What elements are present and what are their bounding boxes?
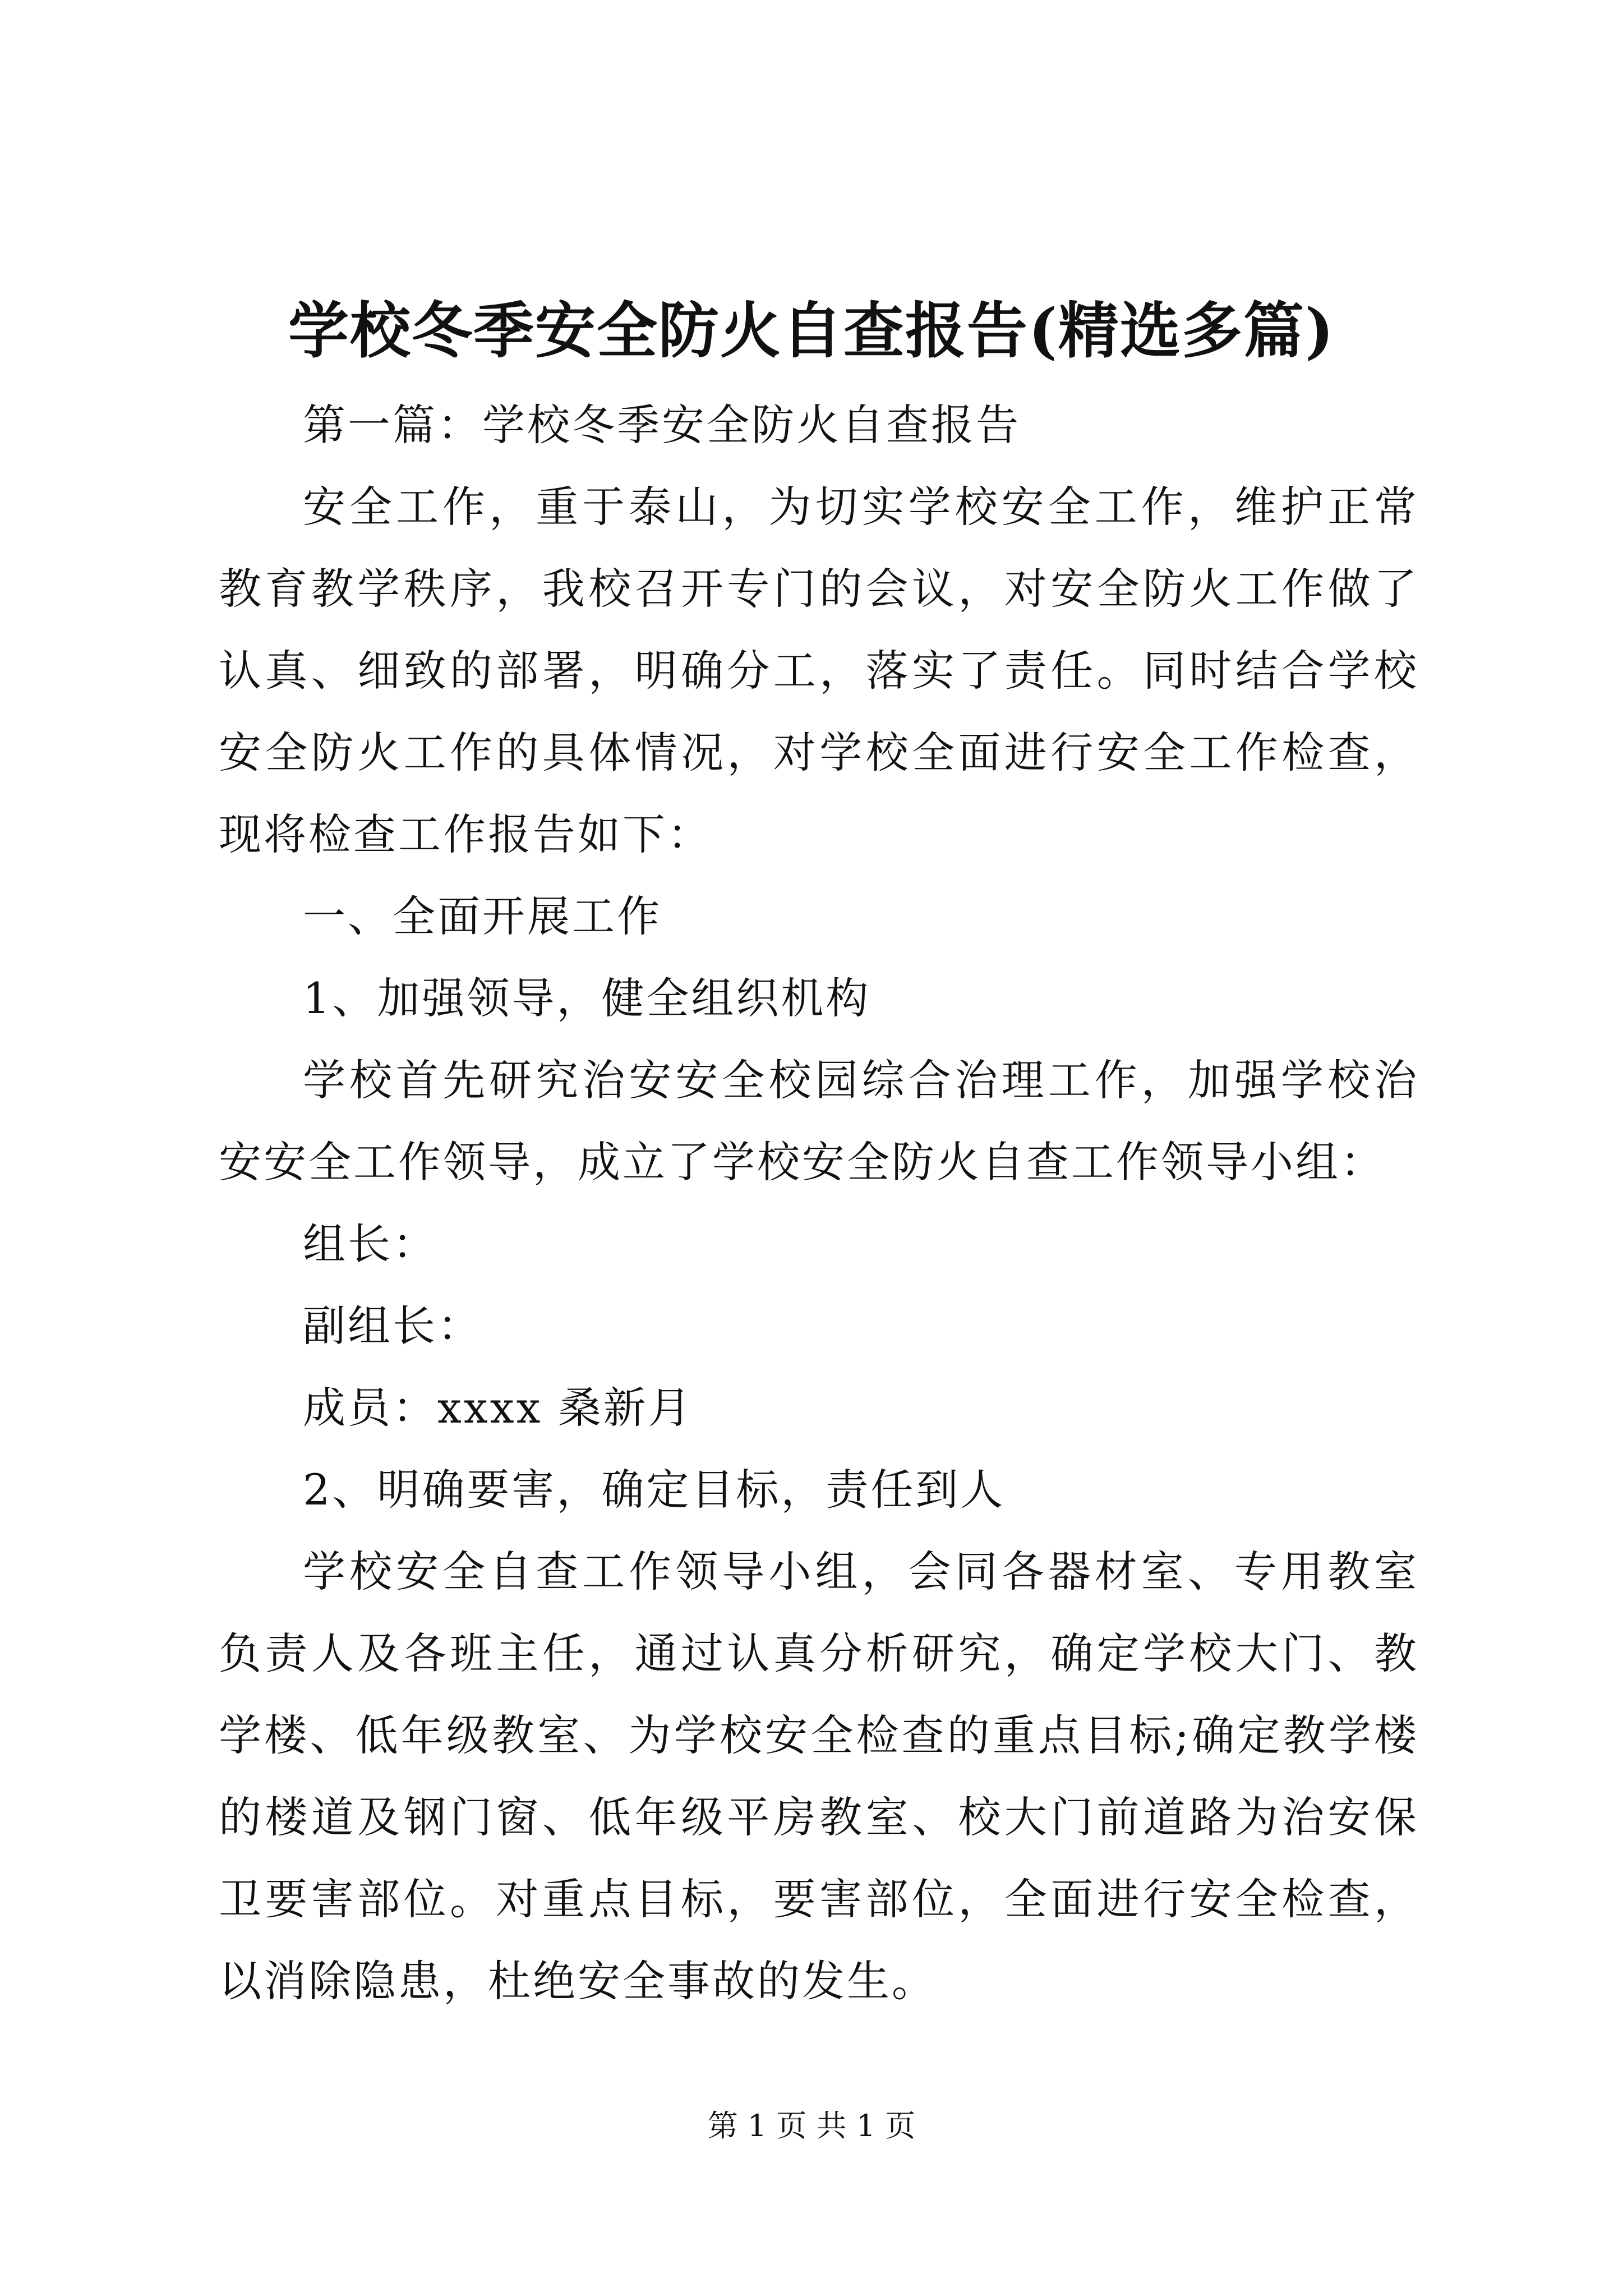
leadership-paragraph: 学校首先研究治安安全校园综合治理工作，加强学校治安安全工作领导，成立了学校安全防火自查工作领导小组： <box>219 1055 1419 1187</box>
section-heading-1: 第一篇：学校冬季安全防火自查报告 <box>303 400 1021 450</box>
targets-paragraph: 学校安全自查工作领导小组，会同各器材室、专用教室负责人及各班主任，通过认真分析研究，确定学校大门、教学楼、低年级教室、为学校安全检查的重点目标;确定教学楼的楼道及钢门窗、低年级平房教室、校大门前道路为治安保卫要害部位。对重点目标，要害部位，全面进行安全检查，以消除隐患，杜绝安全事故的发生。 <box>219 1547 1419 2006</box>
members-line: 成员：xxxx 桑新月 <box>303 1383 693 1433</box>
subheading-leadership: 1、加强领导，健全组织机构 <box>303 973 871 1023</box>
document-title: 学校冬季安全防火自查报告(精选多篇) <box>288 296 1335 366</box>
group-leader-line: 组长： <box>303 1219 437 1269</box>
heading-overall-work: 一、全面开展工作 <box>303 891 662 941</box>
document-body <box>219 384 1419 2022</box>
subheading-targets: 2、明确要害，确定目标，责任到人 <box>303 1465 1006 1515</box>
deputy-leader-line: 副组长： <box>303 1301 482 1351</box>
page-footer: 第 1 页 共 1 页 <box>707 2108 916 2143</box>
intro-paragraph: 安全工作，重于泰山，为切实学校安全工作，维护正常教育教学秩序，我校召开专门的会议，对安全防火工作做了认真、细致的部署，明确分工，落实了责任。同时结合学校安全防火工作的具体情况，对学校全面进行安全工作检查，现将检查工作报告如下： <box>219 482 1419 859</box>
